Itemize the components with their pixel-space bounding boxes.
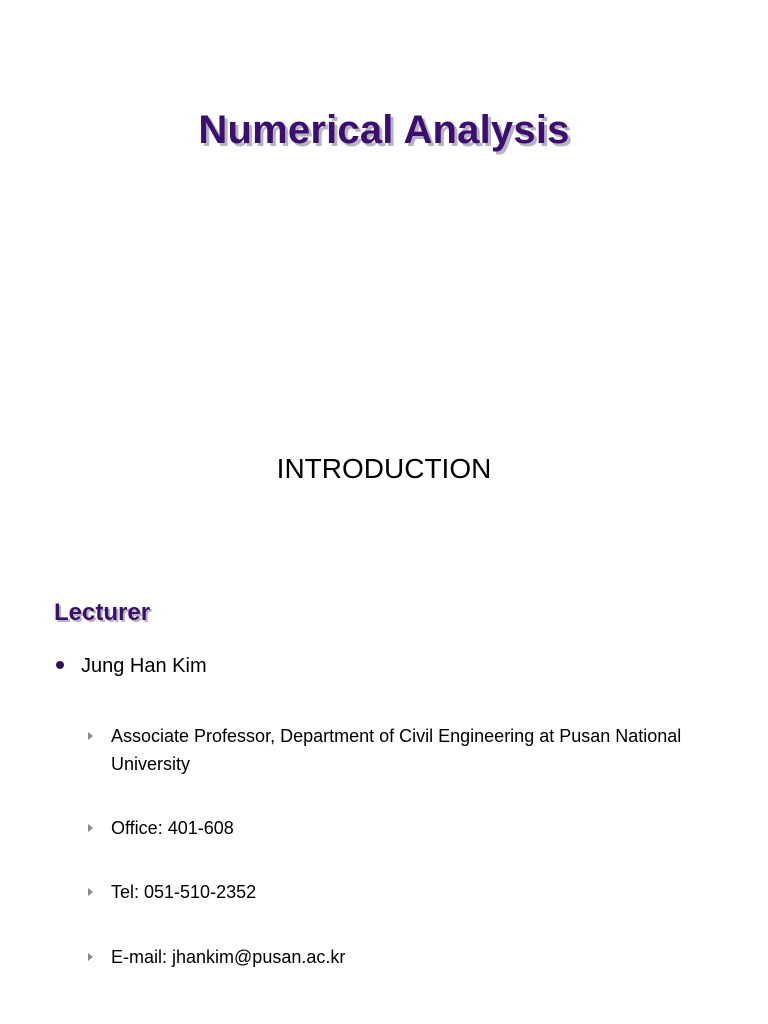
lecturer-detail-position bbox=[86, 722, 736, 778]
document-subtitle: INTRODUCTION bbox=[276, 453, 492, 484]
lecturer-name-item bbox=[54, 652, 734, 680]
lecturer-email-text: E-mail: jhankim@pusan.ac.kr bbox=[111, 947, 346, 967]
document-title: Numerical Analysis bbox=[198, 108, 570, 152]
lecturer-tel-text: Tel: 051-510-2352 bbox=[111, 882, 257, 902]
lecturer-position-text: Associate Professor, Department of Civil Engineering at Pusan National University bbox=[111, 726, 682, 774]
sub-bullet-triangle-icon bbox=[88, 953, 93, 961]
lecturer-detail-email bbox=[86, 943, 736, 971]
sub-bullet-triangle-icon bbox=[88, 888, 93, 896]
bullet-circle-icon bbox=[56, 661, 64, 669]
section-heading-lecturer: Lecturer bbox=[54, 599, 151, 626]
lecturer-detail-office bbox=[86, 814, 736, 842]
lecturer-detail-tel bbox=[86, 878, 736, 906]
lecturer-office-text: Office: 401-608 bbox=[111, 818, 234, 838]
sub-bullet-triangle-icon bbox=[88, 732, 93, 740]
sub-bullet-triangle-icon bbox=[88, 824, 93, 832]
lecturer-name: Jung Han Kim bbox=[81, 655, 207, 677]
